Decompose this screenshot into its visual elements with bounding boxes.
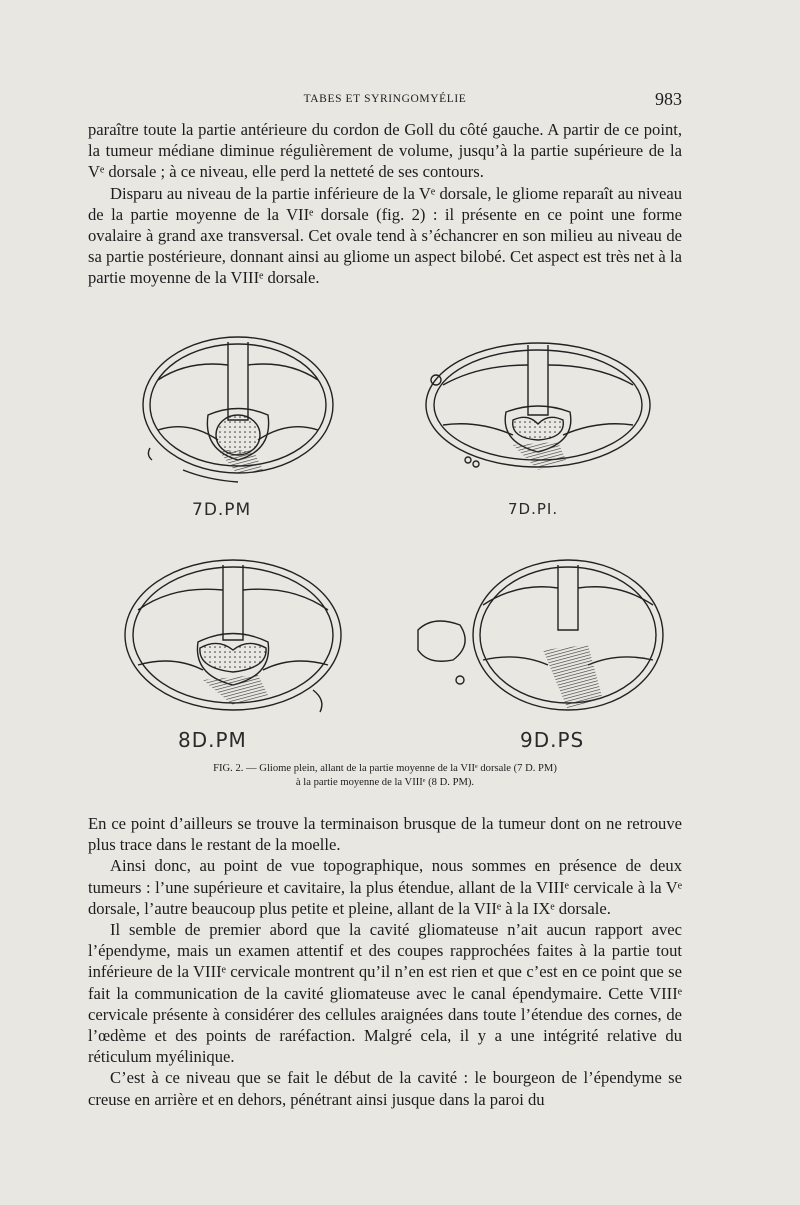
spinal-cord-sections-drawing bbox=[88, 320, 682, 760]
section-7d-pm bbox=[143, 337, 333, 482]
section-7d-pi bbox=[426, 343, 650, 470]
text-block-top bbox=[88, 119, 682, 289]
figure-caption bbox=[88, 762, 682, 790]
panel-label-9d-ps: 9D.PS bbox=[520, 728, 585, 752]
caption-line: FIG. 2. — Gliome plein, allant de la partie moyenne de la VIIᵉ dorsale (7 D. PM) bbox=[213, 763, 557, 774]
panel-label-8d-pm: 8D.PM bbox=[178, 728, 247, 752]
section-8d-pm bbox=[125, 560, 341, 712]
panel-label-7d-pi: 7D.PI. bbox=[508, 500, 559, 518]
figure-spinal-sections bbox=[88, 320, 682, 760]
panel-label-7d-pm: 7D.PM bbox=[192, 500, 252, 520]
running-head bbox=[88, 89, 682, 109]
page-number: 983 bbox=[655, 89, 682, 109]
paragraph: Ainsi donc, au point de vue topographique, nous sommes en présence de deux tumeurs : l’une supérieure et cavitaire, la plus étendue, allant de la VIIIᵉ cervicale à la Vᵉ dorsale, l’autre beaucoup plus petite et pleine, allant de la VIIᵉ à la IXᵉ dorsale. bbox=[88, 856, 682, 918]
paragraph: En ce point d’ailleurs se trouve la terminaison brusque de la tumeur dont on ne retrouve plus trace dans le restant de la moelle. bbox=[88, 814, 682, 855]
paragraph: C’est à ce niveau que se fait le début de la cavité : le bourgeon de l’épendyme se creuse en arrière et en dehors, pénétrant ainsi jusque dans la paroi du bbox=[88, 1068, 682, 1109]
paragraph: Il semble de premier abord que la cavité gliomateuse n’ait aucun rapport avec l’épendyme, mais un examen attentif et des coupes rapprochées faites à la partie tout inférieure de la VIIIᵉ cervicale montrent qu’il n’en est rien et que c’est en ce point que se fait la communication de la cavité gliomateuse avec le canal épendymaire. Cette VIIIᵉ cervicale présente à considérer des cellules araignées dans toute l’étendue des cornes, de l’œdème et des points de raréfaction. Malgré cela, il y a une intégrité relative du réticulum myélinique. bbox=[88, 920, 682, 1067]
paragraph: Disparu au niveau de la partie inférieure de la Vᵉ dorsale, le gliome reparaît au niveau de la partie moyenne de la VIIᵉ dorsale (fig. 2) : il présente en ce point une forme ovalaire à grand axe transversal. Cet ovale tend à s’échancrer en son milieu au niveau de sa partie postérieure, donnant ainsi au gliome un aspect bilobé. Cet aspect est très net à la partie moyenne de la VIIIᵉ dorsale. bbox=[88, 183, 682, 288]
text-block-bottom bbox=[88, 813, 682, 1110]
caption-line: à la partie moyenne de la VIIIᵉ (8 D. PM). bbox=[295, 777, 475, 788]
paragraph: paraître toute la partie antérieure du cordon de Goll du côté gauche. A partir de ce point, la tumeur médiane diminue régulièrement de volume, jusqu’à la partie supérieure de la Vᵉ dorsale ; à ce niveau, elle perd la netteté de ses contours. bbox=[88, 120, 682, 182]
running-title: TABES ET SYRINGOMYÉLIE bbox=[303, 93, 467, 105]
section-9d-ps bbox=[418, 560, 663, 710]
